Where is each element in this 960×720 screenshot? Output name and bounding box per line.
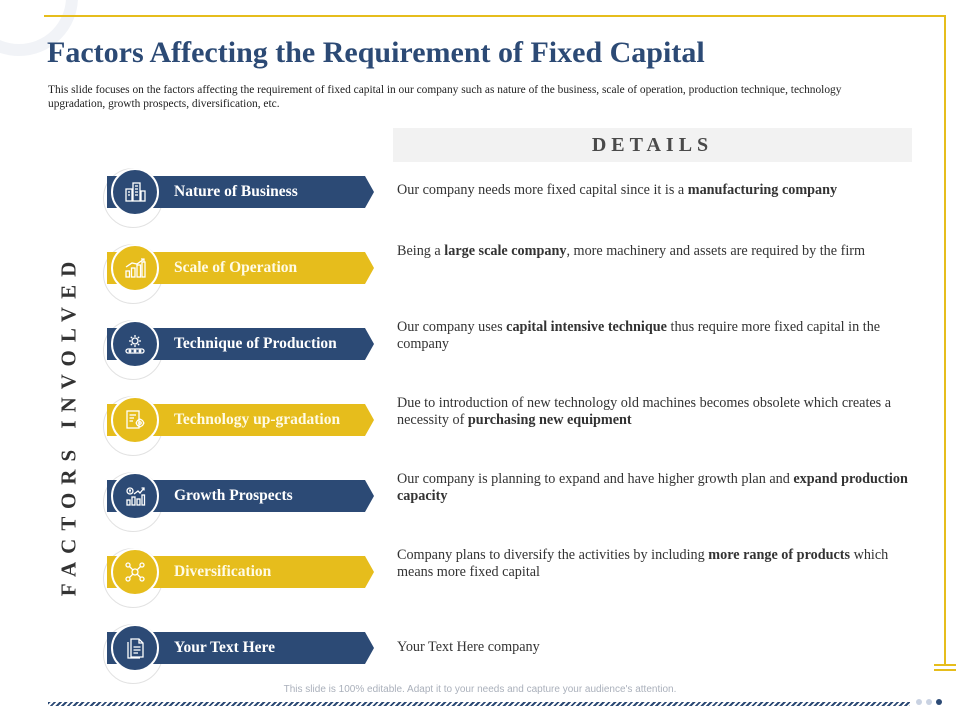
factor-label: Growth Prospects	[174, 487, 293, 504]
factor-label: Diversification	[174, 563, 272, 580]
gear-conveyor-icon	[111, 320, 159, 368]
factor-description: Due to introduction of new technology old machines becomes obsolete which creates a necessity of purchasing new equipment	[397, 395, 892, 428]
footer-note: This slide is 100% editable. Adapt it to your needs and capture your audience's attention.	[283, 684, 677, 695]
slide-dot	[916, 699, 922, 705]
slide-dots	[916, 699, 942, 705]
factor-label: Nature of Business	[174, 183, 298, 200]
factors-involved-label: FACTORS INVOLVED	[56, 253, 81, 597]
factor-row	[0, 395, 960, 480]
factor-description: Your Text Here company	[397, 639, 540, 655]
factor-description: Company plans to diversify the activities by including more range of products which means more fixed capital	[397, 547, 889, 580]
network-icon	[111, 548, 159, 596]
document-icon	[111, 624, 159, 672]
slide-dot	[926, 699, 932, 705]
factor-label: Your Text Here	[174, 639, 276, 656]
factor-label: Technique of Production	[174, 335, 337, 352]
factor-row	[0, 547, 960, 632]
factor-row	[0, 319, 960, 404]
frame-top-line	[44, 15, 946, 17]
factor-label: Scale of Operation	[174, 259, 298, 276]
page-subtitle: This slide focuses on the factors affecting the requirement of fixed capital in our company such as nature of the business, scale of operation, production technique, technology upgradation, growth prospects, diversification, etc.	[48, 84, 842, 110]
footer-hatch-bar	[48, 702, 910, 706]
factor-row	[0, 176, 960, 252]
page-title: Factors Affecting the Requirement of Fixed Capital	[47, 36, 705, 69]
factor-row	[0, 243, 960, 328]
factor-description: Our company uses capital intensive technique thus require more fixed capital in the company	[397, 319, 881, 352]
factor-description: Being a large scale company, more machinery and assets are required by the firm	[397, 243, 866, 259]
tech-document-icon	[111, 396, 159, 444]
factor-row	[0, 471, 960, 556]
growth-chart-icon	[111, 472, 159, 520]
factor-row	[0, 632, 960, 708]
factor-description: Our company is planning to expand and have higher growth plan and expand production capacity	[397, 471, 908, 504]
buildings-icon	[111, 168, 159, 216]
factor-description: Our company needs more fixed capital since it is a manufacturing company	[397, 182, 838, 198]
bar-chart-icon	[111, 244, 159, 292]
slide-dot-active	[936, 699, 942, 705]
factor-label: Technology up-gradation	[174, 411, 341, 428]
details-header: DETAILS	[393, 128, 912, 162]
